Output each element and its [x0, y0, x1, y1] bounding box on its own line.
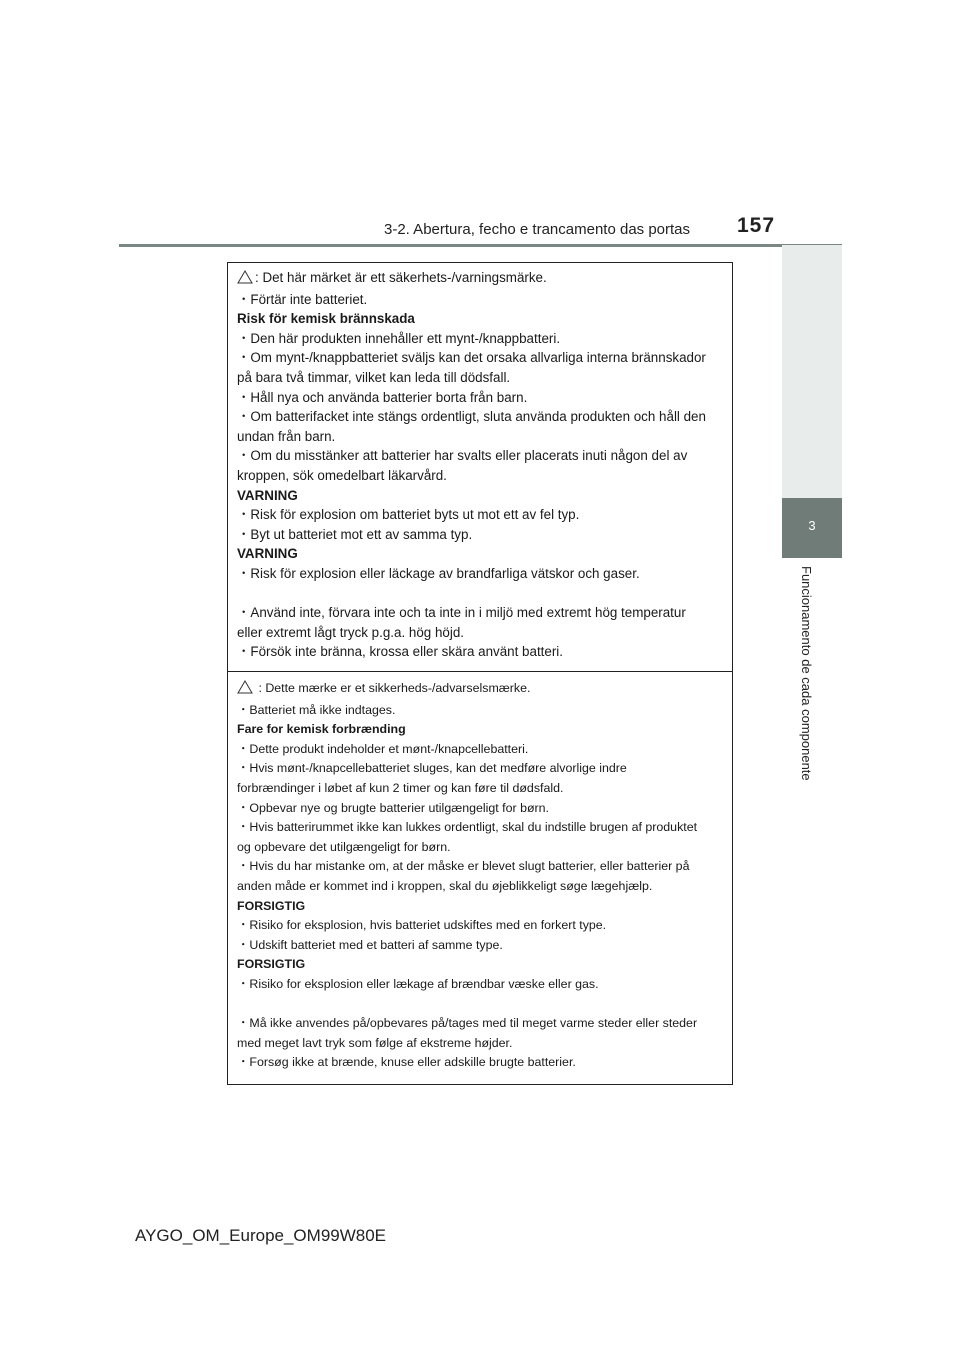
- symbol-explanation-line: [237, 268, 722, 290]
- warning-line: ・Om du misstänker att batterier har svalts eller placerats inuti någon del av: [237, 448, 688, 464]
- symbol-explanation-text: : Dette mærke er et sikkerheds-/advarselsmærke.: [258, 681, 531, 695]
- warning-line: og opbevare det utilgængeligt for børn.: [237, 839, 451, 854]
- paragraph-gap: [237, 584, 722, 604]
- chapter-tab: [782, 498, 842, 558]
- chapter-side-label: Funcionamento de cada componente: [799, 566, 814, 781]
- warning-line: ・Risk för explosion eller läckage av brandfarliga vätskor och gaser.: [237, 565, 640, 581]
- symbol-explanation-text: : Det här märket är ett säkerhets-/varningsmärke.: [255, 270, 547, 285]
- warning-heading: FORSIGTIG: [237, 957, 306, 972]
- symbol-explanation-line: [237, 679, 722, 701]
- warning-line: ・Risiko for eksplosion, hvis batteriet udskiftes med en forkert type.: [237, 918, 607, 933]
- danish-warning-section: [237, 679, 722, 1073]
- warning-line: på bara två timmar, vilket kan leda till dödsfall.: [237, 369, 511, 385]
- running-header-title: 3-2. Abertura, fecho e trancamento das portas: [384, 221, 691, 238]
- warning-line: ・Risiko for eksplosion eller lækage af brændbar væske eller gas.: [237, 976, 599, 991]
- warning-line: undan från barn.: [237, 428, 336, 444]
- warning-line: kroppen, sök omedelbart läkarvård.: [237, 467, 447, 483]
- warning-line: ・Opbevar nye og brugte batterier utilgængeligt for børn.: [237, 800, 549, 815]
- paragraph-gap: [237, 995, 722, 1015]
- warning-line: eller extremt lågt tryck p.g.a. hög höjd.: [237, 624, 465, 640]
- warning-line: ・Försök inte bränna, krossa eller skära använt batteri.: [237, 644, 563, 660]
- warning-line: ・Förtär inte batteriet.: [237, 291, 368, 307]
- warning-line: ・Byt ut batteriet mot ett av samma typ.: [237, 526, 473, 542]
- side-tab-background: [782, 245, 842, 498]
- battery-warning-box: [227, 262, 733, 1085]
- warning-line: ・Använd inte, förvara inte och ta inte in i miljö med extremt hög temperatur: [237, 605, 686, 621]
- warning-line: ・Den här produkten innehåller ett mynt-/knappbatteri.: [237, 330, 561, 346]
- warning-heading: VARNING: [237, 487, 298, 503]
- page-number: 157: [737, 214, 776, 237]
- warning-line: med meget lavt tryk som følge af ekstreme højder.: [237, 1035, 513, 1050]
- warning-line: ・Om batterifacket inte stängs ordentligt, sluta använda produkten och håll den: [237, 409, 706, 425]
- warning-heading: VARNING: [237, 546, 298, 562]
- warning-line: ・Må ikke anvendes på/opbevares på/tages med til meget varme steder eller steder: [237, 1016, 698, 1031]
- warning-line: ・Om mynt-/knappbatteriet sväljs kan det orsaka allvarliga interna brännskador: [237, 350, 706, 366]
- warning-line: ・Håll nya och använda batterier borta från barn.: [237, 389, 528, 405]
- header-rule: [119, 244, 842, 247]
- warning-line: ・Hvis batterirummet ikke kan lukkes ordentligt, skal du indstille brugen af produktet: [237, 820, 698, 835]
- warning-triangle-icon: [237, 270, 253, 290]
- warning-line: ・Risk för explosion om batteriet byts ut mot ett av fel typ.: [237, 507, 580, 523]
- warning-line: ・Forsøg ikke at brænde, knuse eller adskille brugte batterier.: [237, 1055, 576, 1070]
- warning-heading: FORSIGTIG: [237, 898, 306, 913]
- chapter-number: 3: [808, 518, 816, 533]
- warning-line: ・Batteriet må ikke indtages.: [237, 702, 396, 717]
- warning-line: ・Udskift batteriet med et batteri af samme type.: [237, 937, 503, 952]
- warning-line: anden måde er kommet ind i kroppen, skal du øjeblikkeligt søge lægehjælp.: [237, 878, 653, 893]
- warning-line: forbrændinger i løbet af kun 2 timer og kan føre til dødsfald.: [237, 780, 564, 795]
- warning-line: ・Hvis mønt-/knapcellebatteriet sluges, kan det medføre alvorlige indre: [237, 761, 627, 776]
- swedish-warning-section: [237, 268, 722, 662]
- warning-triangle-icon: [237, 680, 253, 701]
- section-divider: [228, 671, 732, 672]
- warning-heading: Fare for kemisk forbrænding: [237, 722, 406, 737]
- document-footer-code: AYGO_OM_Europe_OM99W80E: [135, 1226, 387, 1245]
- warning-heading: Risk för kemisk brännskada: [237, 311, 415, 327]
- warning-line: ・Dette produkt indeholder et mønt-/knapcellebatteri.: [237, 741, 529, 756]
- warning-line: ・Hvis du har mistanke om, at der måske er blevet slugt batterier, eller batterier på: [237, 859, 690, 874]
